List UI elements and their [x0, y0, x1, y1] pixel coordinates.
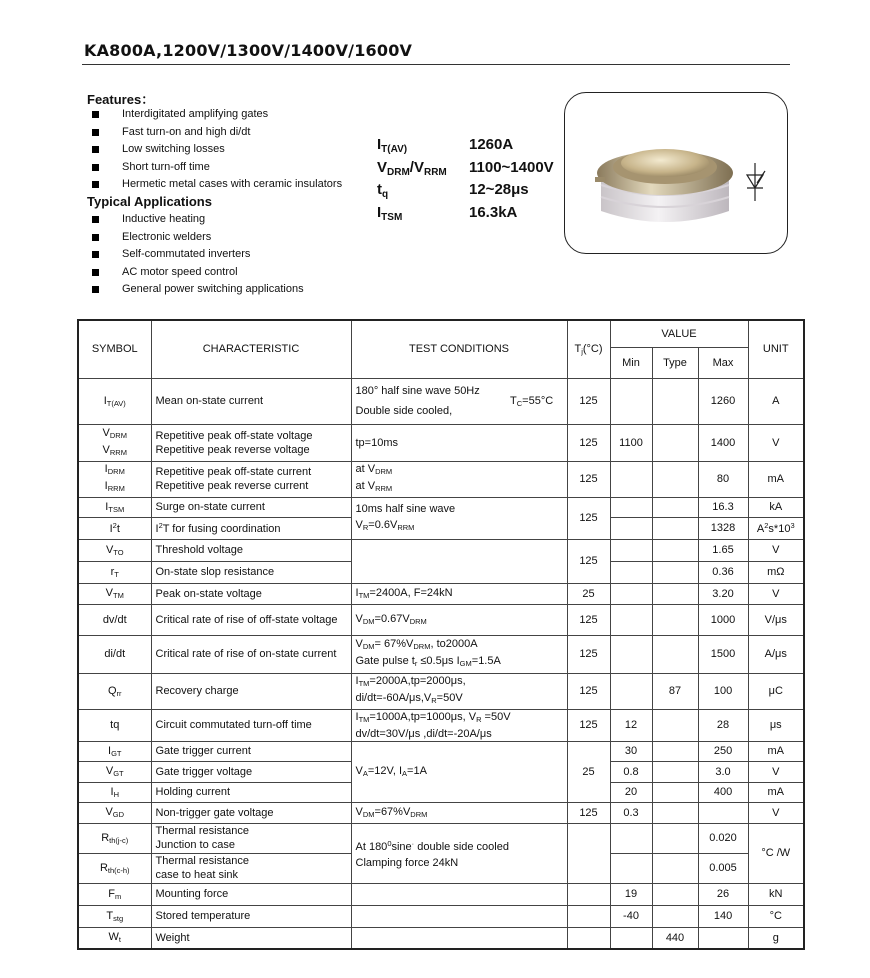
table-row: $R_{th(c-h)}$ Thermal resistance case to heat sink 0.005: [78, 853, 804, 883]
header-value: VALUE: [610, 320, 748, 347]
list-item: Hermetic metal cases with ceramic insulators: [92, 176, 342, 194]
header-min: Min: [610, 347, 652, 378]
table-row: dv/dt Critical rate of rise of off-state voltage $V_{DM}=0.67V_{DRM}$ 125 1000 V/μs: [78, 604, 804, 635]
bullet-icon: [92, 111, 99, 118]
bullet-icon: [92, 146, 99, 153]
table-row: $V_{GT}$ Gate trigger voltage 0.8 3.0 V: [78, 761, 804, 782]
table-row: $V_{TM}$ Peak on-state voltage $I_{TM}=2400A$, F=24kN 25 3.20 V: [78, 583, 804, 604]
header-tj: $T_j(^\circ C)$: [567, 320, 610, 378]
table-row: $I_{TSM}$ Surge on-state current 10ms half sine wave $V_R=0.6V_{RRM}$ 125 16.3 kA: [78, 497, 804, 517]
table-row: $I_{GT}$ Gate trigger current $V_A=12V$, $I_A=1A$ 25 30 250 mA: [78, 741, 804, 761]
list-item: Short turn-off time: [92, 159, 342, 177]
table-row: di/dt Critical rate of rise of on-state current $V_{DM}= 67\%V_{DRM}$, to2000A Gate pulse $t_r \le 0.5\mu s$ $I_{GM}=1.5A$ 125 1500 A/μs: [78, 635, 804, 673]
bullet-icon: [92, 286, 99, 293]
table-row: $I_{DRM}$ $I_{RRM}$ Repetitive peak off-state current Repetitive peak reverse current at $V_{DRM}$ at $V_{RRM}$ 125 80 mA: [78, 461, 804, 497]
bullet-icon: [92, 251, 99, 258]
list-item: Fast turn-on and high di/dt: [92, 124, 342, 142]
table-row: $R_{th(j-c)}$ Thermal resistance Junction to case At $180^0\sin e^\cdot$ double side cooled Clamping force 24kN 0.020 °C /W: [78, 823, 804, 853]
list-item: Interdigitated amplifying gates: [92, 106, 342, 124]
title-divider: [82, 64, 790, 65]
list-item: Self-commutated inverters: [92, 246, 304, 264]
thyristor-image: [565, 93, 787, 253]
header-test-conditions: TEST CONDITIONS: [351, 320, 567, 378]
bullet-icon: [92, 269, 99, 276]
table-row: $V_{GD}$ Non-trigger gate voltage $V_{DM}=67\%V_{DRM}$ 125 0.3 V: [78, 802, 804, 823]
table-row: $T_{stg}$ Stored temperature -40 140 °C: [78, 905, 804, 927]
table-row: $V_{TO}$ Threshold voltage 125 1.65 V: [78, 539, 804, 561]
table-row: $Q_{rr}$ Recovery charge $I_{TM}=2000A,tp=2000\mu s$, $di/dt=-60A/\mu s,V_R=50V$ 125 87 100 μC: [78, 673, 804, 709]
bullet-icon: [92, 129, 99, 136]
header-type: Type: [652, 347, 698, 378]
characteristics-table: [77, 319, 805, 950]
table-row: $I^2t$ $I^2T$ for fusing coordination 1328 $A^2s*10^3$: [78, 517, 804, 539]
page-title: KA800A,1200V/1300V/1400V/1600V: [84, 41, 413, 60]
table-row: $V_{DRM}$ $V_{RRM}$ Repetitive peak off-state voltage Repetitive peak reverse voltage tp=10ms 125 1100 1400 V: [78, 424, 804, 461]
device-photo: [564, 92, 788, 254]
header-unit: UNIT: [748, 320, 804, 378]
bullet-icon: [92, 181, 99, 188]
header-symbol: SYMBOL: [78, 320, 151, 378]
table-row: $F_m$ Mounting force 19 26 kN: [78, 883, 804, 905]
list-item: General power switching applications: [92, 281, 304, 299]
list-item: Electronic welders: [92, 229, 304, 247]
list-item: Inductive heating: [92, 211, 304, 229]
table-row: $I_H$ Holding current 20 400 mA: [78, 782, 804, 802]
applications-heading: Typical Applications: [87, 194, 212, 209]
header-max: Max: [698, 347, 748, 378]
table-row: $r_T$ On-state slop resistance 0.36 mΩ: [78, 561, 804, 583]
header-characteristic: CHARACTERISTIC: [151, 320, 351, 378]
bullet-icon: [92, 164, 99, 171]
list-item: AC motor speed control: [92, 264, 304, 282]
bullet-icon: [92, 234, 99, 241]
list-item: Low switching losses: [92, 141, 342, 159]
features-list: [92, 106, 342, 194]
table-row: $I_{T(AV)}$ Mean on-state current 180° half sine wave 50Hz Double side cooled, $T_C=55^\circ C$ 125 1260 A: [78, 378, 804, 424]
bullet-icon: [92, 216, 99, 223]
table-row: $W_t$ Weight 440 g: [78, 927, 804, 949]
table-row: tq Circuit commutated turn-off time $I_{TM}=1000A,tp=1000\mu s$, $V_R =50V$ dv/dt=30V/μs ,di/dt=-20A/μs 125 12 28 μs: [78, 709, 804, 741]
applications-list: [92, 211, 304, 299]
features-heading: Features：: [87, 92, 155, 107]
